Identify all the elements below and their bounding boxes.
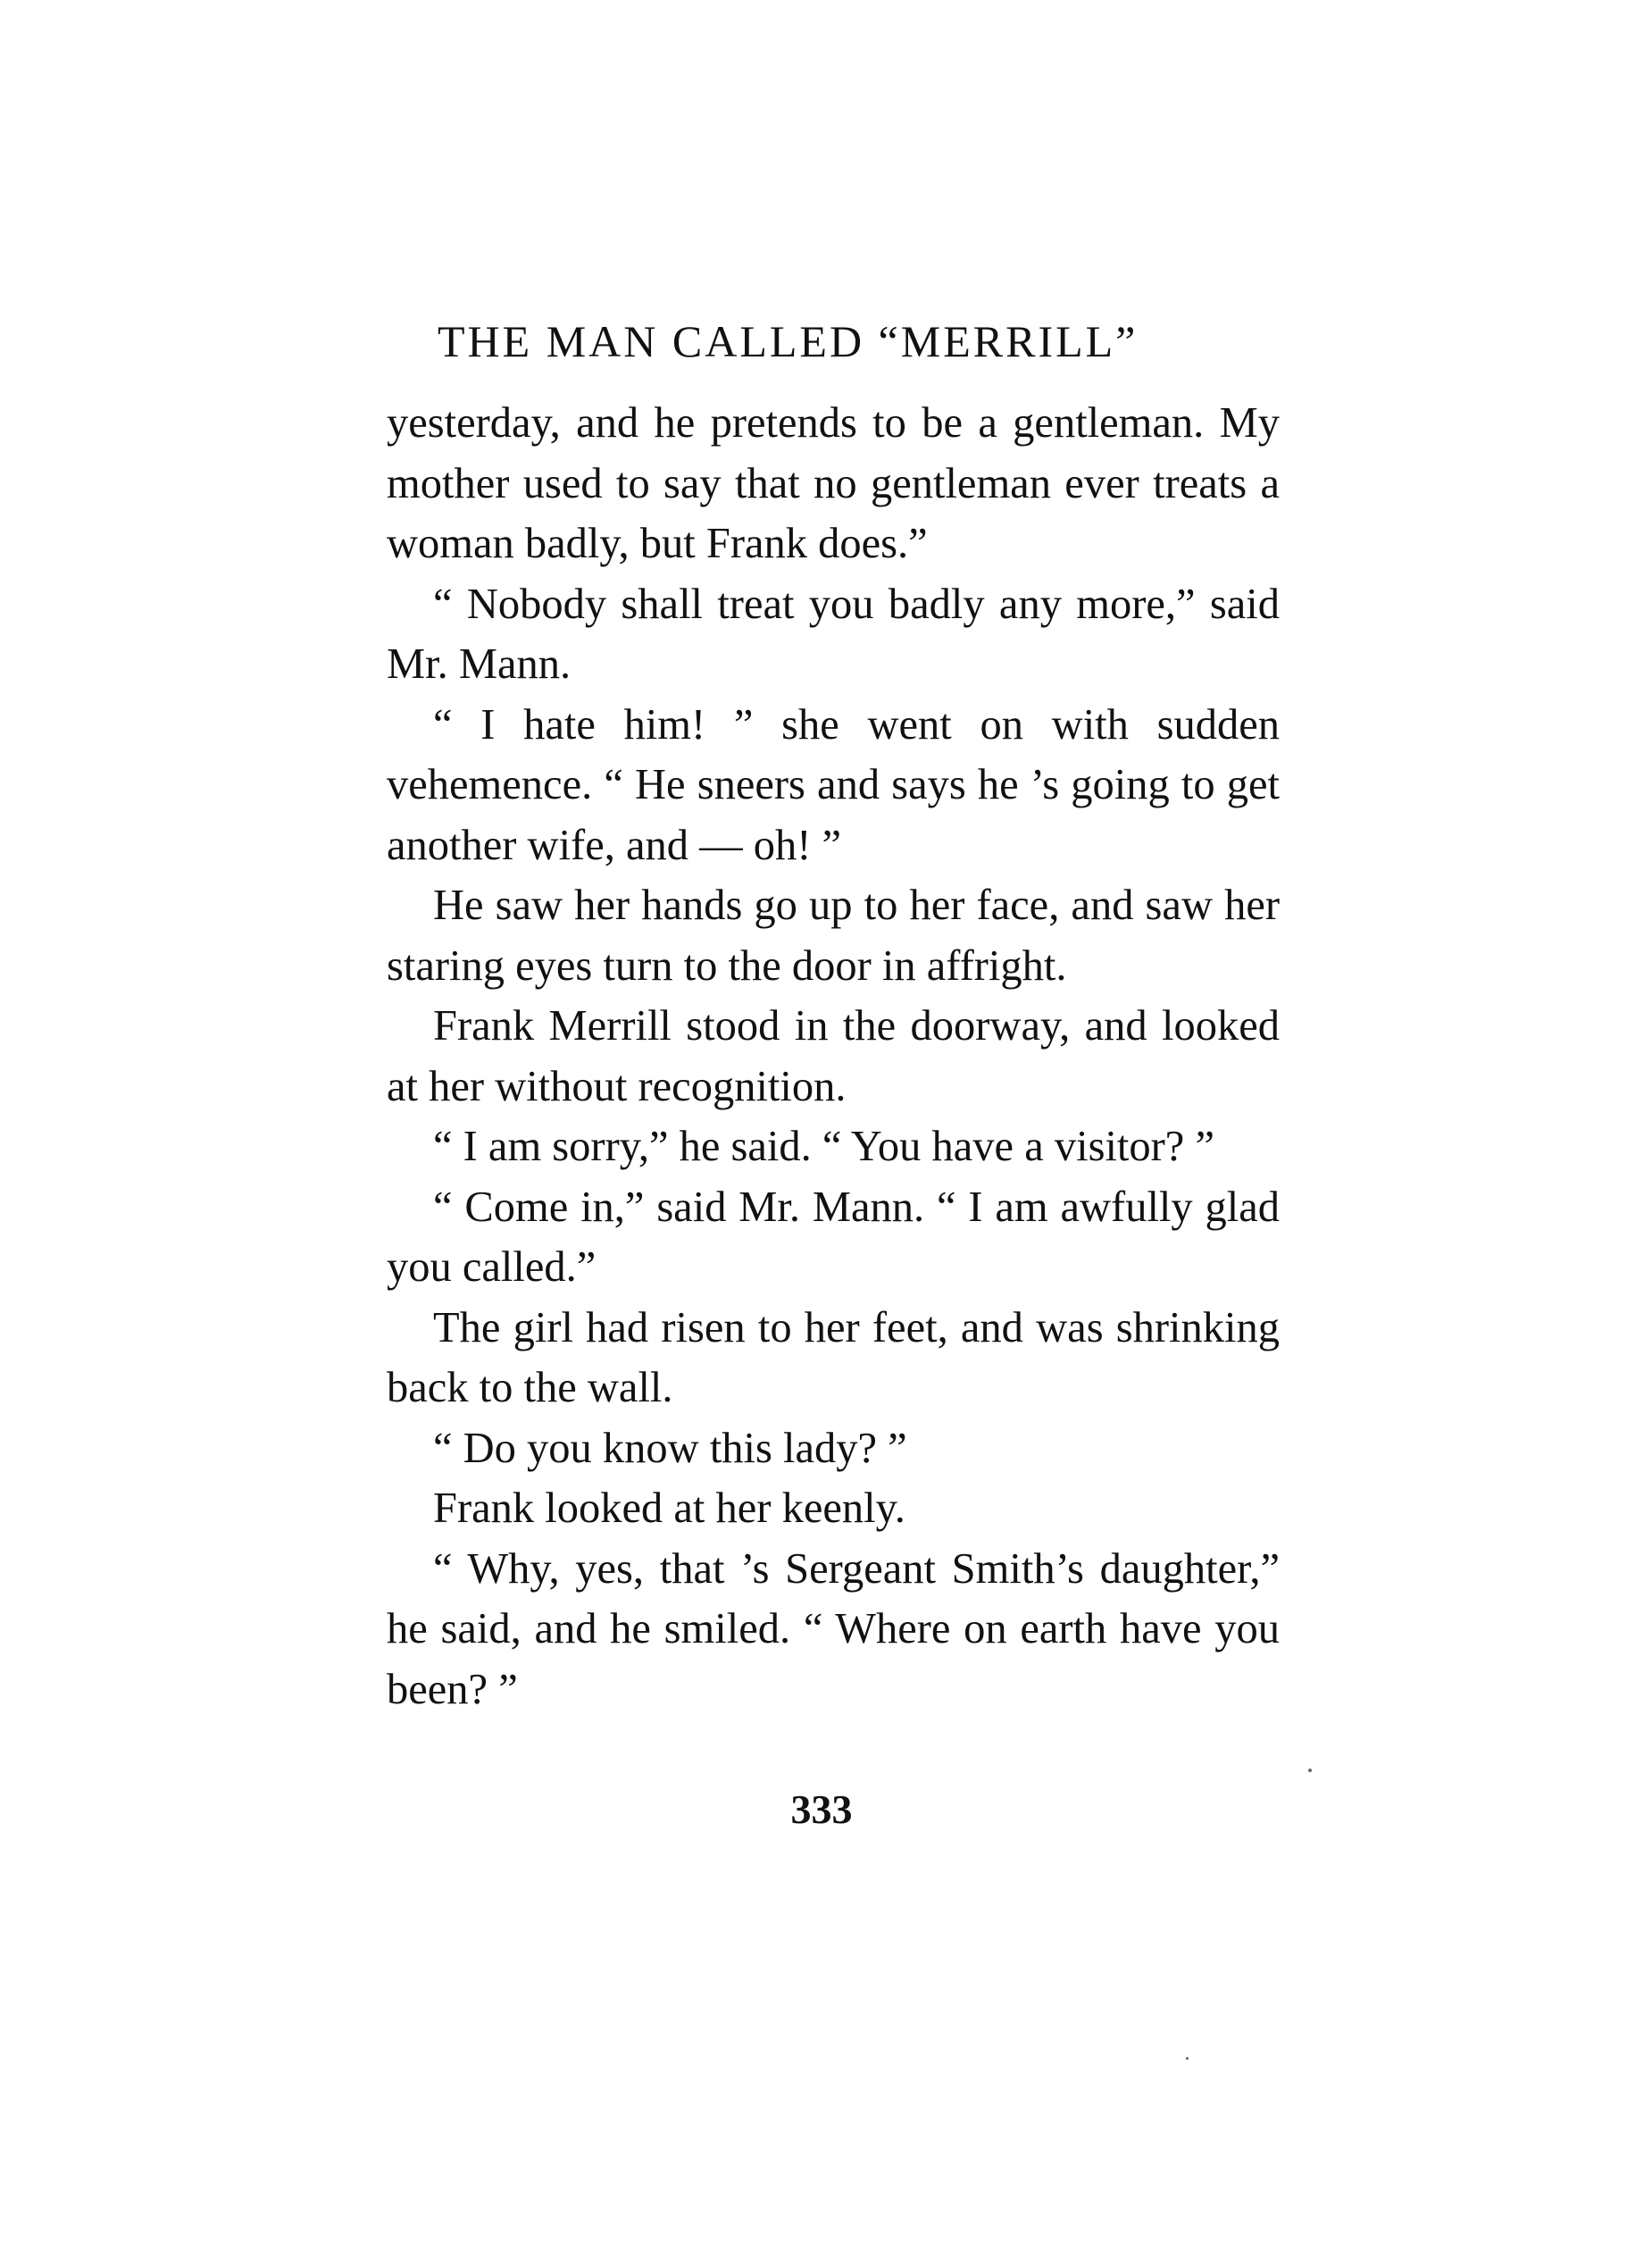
paragraph: The girl had risen to her feet, and was shrinking back to the wall.: [387, 1303, 1280, 1411]
paragraph: “ Nobody shall treat you badly any more,” said Mr. Mann.: [387, 580, 1280, 688]
scan-speck: [1186, 2057, 1189, 2060]
paragraph: Frank looked at her keenly.: [433, 1485, 905, 1532]
paragraph: Frank Merrill stood in the doorway, and looked at her without recognition.: [387, 1002, 1280, 1110]
paragraph: “ Why, yes, that ’s Sergeant Smith’s daughter,” he said, and he smiled. “ Where on earth have you been? ”: [387, 1544, 1280, 1713]
paragraph: “ Do you know this lady? ”: [433, 1424, 907, 1472]
paragraph: yesterday, and he pretends to be a gentleman. My mother used to say that no gentleman ever treats a woman badly, but Frank does.”: [387, 399, 1280, 567]
paragraph: He saw her hands go up to her face, and saw her staring eyes turn to the door in affright.: [387, 882, 1280, 990]
paragraph: “ Come in,” said Mr. Mann. “ I am awfully glad you called.”: [387, 1183, 1280, 1291]
paragraph: “ I am sorry,” he said. “ You have a visitor? ”: [433, 1123, 1214, 1170]
body-text: [387, 393, 1280, 1719]
running-head: THE MAN CALLED “MERRILL”: [438, 316, 1139, 366]
scan-speck: [1308, 1769, 1312, 1772]
paragraph: “ I hate him! ” she went on with sudden vehemence. “ He sneers and says he ’s going to get another wife, and — oh! ”: [387, 700, 1280, 869]
page-number: 333: [790, 1786, 853, 1832]
